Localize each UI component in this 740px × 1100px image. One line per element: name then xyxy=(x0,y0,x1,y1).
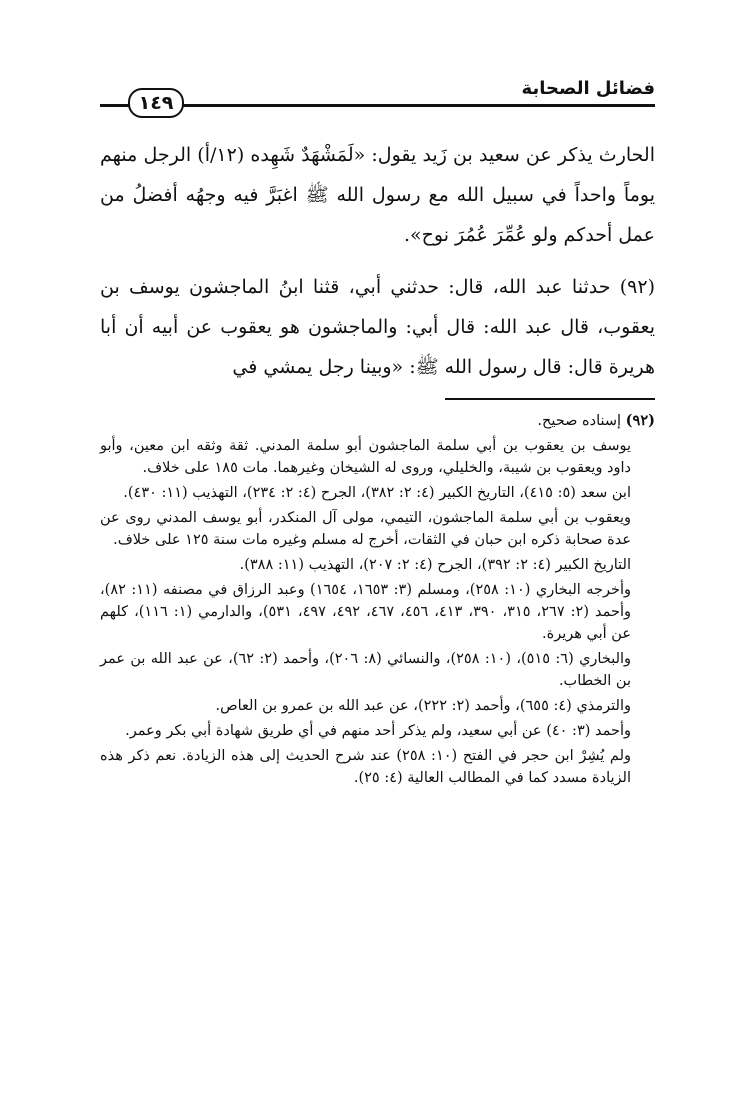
paragraph-text: (٩٢) حدثنا عبد الله، قال: حدثني أبي، قثنا ابنُ الماجشون يوسف بن يعقوب، قال عبد الله: قال أبي: والماجشون هو يعقوب عن أبيه أن أبا هريرة قال: قال رسول الله ﷺ: «وبينا رجل يمشي في xyxy=(100,276,655,378)
footnote-item: التاريخ الكبير (٤: ٢: ٣٩٢)، الجرح (٤: ٢: ٢٠٧)، التهذيب (١١: ٣٨٨). xyxy=(239,557,631,573)
footnote-head-text: إسناده صحيح. xyxy=(537,413,622,429)
book-title: فضائل الصحابة xyxy=(521,78,655,99)
footnote-item: والترمذي (٤: ٦٥٥)، وأحمد (٢: ٢٢٢)، عن عبد الله بن عمرو بن العاص. xyxy=(215,698,631,714)
footnote-item: ولم يُشِرْ ابن حجر في الفتح (١٠: ٢٥٨) عند شرح الحديث إلى هذه الزيادة. نعم ذكر هذه الزيادة مسدد كما في المطالب العالية (٤: ٢٥). xyxy=(100,748,631,786)
main-text-paragraph-1 xyxy=(100,135,655,255)
paragraph-text: الحارث يذكر عن سعيد بن زَيد يقول: «لَمَشْهَدٌ شَهِده (١٢/أ) الرجل منهم يوماً واحداً في سبيل الله مع رسول الله ﷺ اغبَرَّ فيه وجهُه أفضلُ من عمل أحدكم ولو عُمِّرَ عُمُرَ نوح». xyxy=(100,144,655,246)
footnote-separator xyxy=(445,398,655,400)
footnote-item: وأخرجه البخاري (١٠: ٢٥٨)، ومسلم (٣: ١٦٥٣، ١٦٥٤) وعبد الرزاق في مصنفه (١١: ٨٢)، وأحمد (٢: ٢٦٧، ٣١٥، ٣٩٠، ٤١٣، ٤٥٦، ٤٦٧، ٤٩٢، ٤٩٧، ٥٣١)، والدارمي (١: ١١٦)، كلهم عن أبي هريرة. xyxy=(100,582,632,642)
main-text-paragraph-2 xyxy=(100,267,655,387)
footnote-item: ويعقوب بن أبي سلمة الماجشون، التيمي، مولى آل المنكدر، أبو يوسف المدني روى عن عدة صحابة ذكره ابن حبان في الثقات، أخرج له مسلم وغيره مات سنة ١٢٥ على خلاف. xyxy=(100,510,631,548)
footnote-item: ابن سعد (٥: ٤١٥)، التاريخ الكبير (٤: ٢: ٣٨٢)، الجرح (٤: ٢: ٢٣٤)، التهذيب (١١: ٤٣٠). xyxy=(123,485,631,501)
footnotes xyxy=(100,410,655,792)
page-header xyxy=(100,72,655,112)
footnote-label: (٩٢) xyxy=(625,412,655,429)
footnote-item: والبخاري (٦: ٥١٥)، (١٠: ٢٥٨)، والنسائي (٨: ٢٠٦)، وأحمد (٢: ٦٢)، عن عبد الله بن عمر بن الخطاب. xyxy=(100,651,632,689)
footnote-head xyxy=(100,410,655,432)
footnote-item: يوسف بن يعقوب بن أبي سلمة الماجشون أبو سلمة المدني. ثقة وثقه ابن معين، وأبو داود ويعقوب بن شيبة، والخليلي، وروى له الشيخان وغيرهما. مات ١٨٥ على خلاف. xyxy=(100,438,631,476)
footnote-item: وأحمد (٣: ٤٠) عن أبي سعيد، ولم يذكر أحد منهم في أي طريق شهادة أبي بكر وعمر. xyxy=(125,723,631,739)
page-number: ١٤٩ xyxy=(128,88,184,118)
